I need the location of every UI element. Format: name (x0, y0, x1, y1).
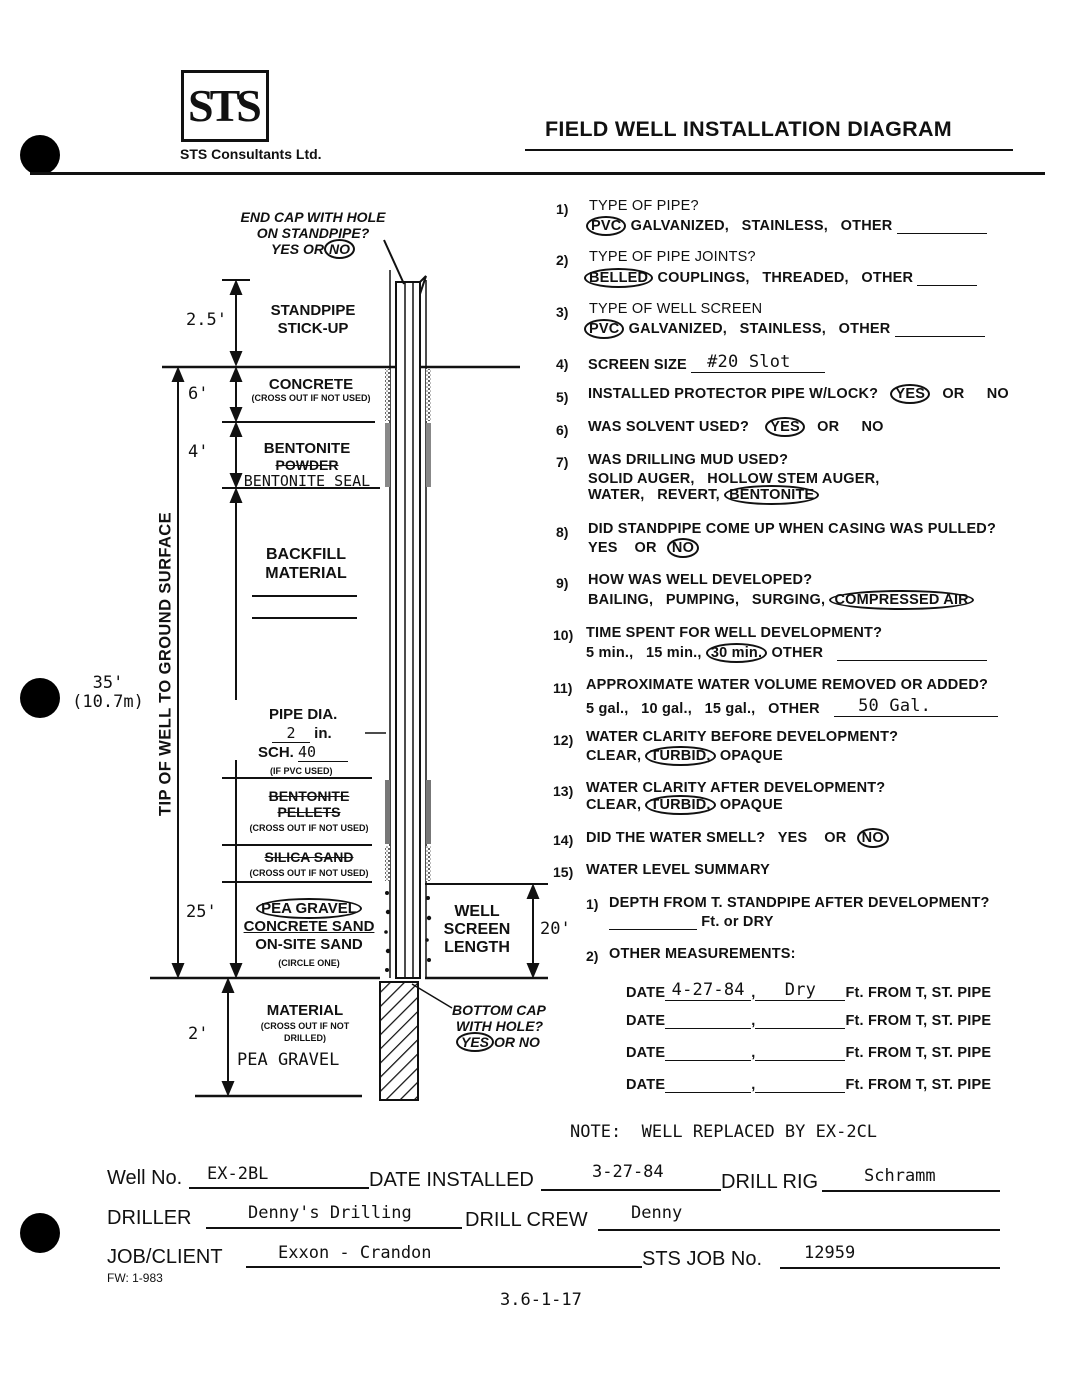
q3-other-options: GALVANIZED, STAINLESS, OTHER (628, 321, 891, 337)
gravel-option-circled: PEA GRAVEL (256, 898, 362, 919)
q13-number: 13) (553, 783, 574, 799)
bottom-cap-line2: WITH HOLE? (456, 1018, 544, 1034)
pipe-dia-value: 2 (272, 724, 310, 743)
s1-row (609, 914, 774, 930)
end-cap-question (233, 209, 393, 257)
sts-job-label: STS JOB No. (642, 1248, 763, 1270)
q13-selected: TURBID, (645, 795, 715, 815)
q10-other-blank (837, 660, 987, 661)
q3-other-blank (895, 336, 985, 337)
q6-number: 6) (556, 422, 569, 438)
q4-number: 4) (556, 356, 569, 372)
q8-text: DID STANDPIPE COME UP WHEN CASING WAS PULLED? (588, 521, 997, 537)
s2-text: OTHER MEASUREMENTS: (609, 946, 796, 962)
q14-no-circled: NO (857, 828, 889, 848)
sch-value: 40 (298, 743, 348, 762)
q4-row (588, 352, 825, 373)
q5-number: 5) (556, 389, 569, 405)
well-no-line (189, 1187, 369, 1189)
drill-rig-value: Schramm (864, 1166, 936, 1186)
q15-number: 15) (553, 864, 574, 880)
sch-note: (IF PVC USED) (270, 766, 333, 776)
bentonite-dimension: 4' (188, 442, 209, 462)
material-dimension: 2' (188, 1024, 209, 1044)
end-cap-question-line1: END CAP WITH HOLE (240, 209, 386, 225)
q10-selected: 30 min. (706, 643, 767, 663)
measurement-row: DATE , Ft. FROM T, ST. PIPE (626, 1013, 992, 1029)
gravel-option-2: CONCRETE SAND (243, 918, 375, 935)
q2-selected: BELLED (584, 268, 653, 288)
q13-text: WATER CLARITY AFTER DEVELOPMENT? (586, 780, 886, 796)
q2-text: TYPE OF PIPE JOINTS? (589, 249, 756, 265)
q15-text: WATER LEVEL SUMMARY (586, 862, 770, 878)
measurement-row: DATE , Ft. FROM T, ST. PIPE (626, 1045, 992, 1061)
material-note-line1: (CROSS OUT IF NOT (260, 1021, 350, 1031)
q1-number: 1) (556, 201, 569, 217)
well-no-value: EX-2BL (207, 1164, 269, 1184)
concrete-label-text: CONCRETE (268, 376, 354, 393)
material-value: PEA GRAVEL (237, 1050, 340, 1070)
q5-row (588, 386, 1009, 402)
q1-text: TYPE OF PIPE? (589, 198, 699, 214)
stickup-label-line2: STICK-UP (277, 320, 349, 337)
s1-blank (609, 929, 697, 930)
q14-text: DID THE WATER SMELL? YES OR (586, 830, 847, 846)
q6-row (588, 419, 884, 435)
bottom-cap-or-no: OR NO (494, 1034, 540, 1050)
measurement-row: DATE , Ft. FROM T, ST. PIPE (626, 1077, 992, 1093)
q2-number: 2) (556, 252, 569, 268)
q1-selected: PVC (586, 216, 626, 236)
q10-number: 10) (553, 627, 574, 643)
bentonite-handwritten: BENTONITE SEAL (243, 472, 371, 490)
backfill-label-line1: BACKFILL (266, 546, 346, 563)
q1-other-options: GALVANIZED, STAINLESS, OTHER (630, 218, 893, 234)
measurement-value (755, 1060, 845, 1061)
q3-options (584, 321, 985, 337)
measurement-date-label: DATE (626, 1013, 666, 1029)
backfill-label-line2: MATERIAL (265, 565, 347, 582)
silica-struck: SILICA SAND (264, 849, 354, 865)
q7-line3-text: WATER, REVERT, (588, 487, 720, 503)
q10-text: TIME SPENT FOR WELL DEVELOPMENT? (586, 625, 883, 641)
q12-clear: CLEAR, (586, 748, 642, 764)
gravel-options (236, 900, 382, 972)
s2-number: 2) (586, 948, 599, 964)
measurement-value (755, 1092, 845, 1093)
date-installed-label: DATE INSTALLED (369, 1169, 534, 1191)
q6-no: NO (861, 419, 884, 435)
q2-other-blank (917, 285, 977, 286)
total-depth-m: (10.7m) (72, 692, 144, 712)
pipe-dia-label: PIPE DIA. (269, 706, 338, 723)
screen-length-line3: LENGTH (444, 939, 510, 956)
logo-text: STS (188, 80, 258, 131)
backfill-label (246, 545, 366, 583)
q11-number: 11) (553, 680, 573, 696)
q7-text: WAS DRILLING MUD USED? (588, 452, 789, 468)
form-title: FIELD WELL INSTALLATION DIAGRAM (545, 117, 953, 141)
bottom-cap-line1: BOTTOM CAP (452, 1002, 546, 1018)
q6-yes-circled: YES (765, 417, 805, 437)
q13-options (586, 797, 783, 813)
driller-value: Denny's Drilling (248, 1203, 412, 1223)
silica-note: (CROSS OUT IF NOT USED) (249, 868, 369, 878)
q5-yes-circled: YES (890, 384, 930, 404)
q11-text: APPROXIMATE WATER VOLUME REMOVED OR ADDED? (586, 677, 989, 693)
pipe-dia-block (258, 706, 348, 780)
measurement-suffix: Ft. FROM T, ST. PIPE (845, 1077, 992, 1093)
q4-text: SCREEN SIZE (588, 357, 687, 373)
q12-number: 12) (553, 732, 574, 748)
q11-value: 50 Gal. (834, 696, 998, 717)
measurement-date (665, 1028, 751, 1029)
q9-text: HOW WAS WELL DEVELOPED? (588, 572, 813, 588)
q13-opaque: OPAQUE (719, 797, 783, 813)
end-cap-answer (233, 241, 393, 257)
q3-selected: PVC (584, 319, 624, 339)
screen-length-line2: SCREEN (443, 921, 511, 938)
q1-options (586, 218, 987, 234)
pipe-dia-row (258, 724, 348, 743)
q5-no: NO (986, 386, 1009, 402)
pellets-note: (CROSS OUT IF NOT USED) (249, 823, 369, 833)
end-cap-question-line2: ON STANDPIPE? (256, 225, 370, 241)
q12-selected: TURBID, (645, 746, 715, 766)
bentonite-struck: POWDER (275, 457, 339, 473)
q1-other-blank (897, 233, 987, 234)
q9-selected: COMPRESSED AIR (829, 590, 973, 610)
sch-row (258, 743, 348, 762)
total-depth-ft: 35' (92, 673, 124, 693)
q10-options (586, 645, 987, 661)
bentonite-label (232, 441, 382, 489)
s1-number: 1) (586, 896, 599, 912)
pellets-struck-line2: PELLETS (277, 804, 341, 820)
q12-opaque: OPAQUE (719, 748, 783, 764)
concrete-dimension: 6' (188, 384, 209, 404)
concrete-note: (CROSS OUT IF NOT USED) (251, 393, 371, 403)
silica-label (238, 849, 380, 881)
q5-or: OR (942, 386, 965, 402)
stickup-dimension: 2.5' (186, 310, 227, 330)
company-name: STS Consultants Ltd. (180, 146, 322, 162)
page-number: 3.6-1-17 (500, 1290, 582, 1310)
q8-yes-or: YES OR (588, 540, 657, 556)
pellets-label (238, 788, 380, 836)
replacement-note: NOTE: WELL REPLACED BY EX-2CL (570, 1122, 878, 1142)
sts-job-value: 12959 (804, 1243, 856, 1263)
job-client-line (246, 1266, 642, 1268)
material-note-line2: DRILLED) (284, 1033, 326, 1043)
q12-options (586, 748, 783, 764)
measurement-row: DATE 4-27-84 , Dry Ft. FROM T, ST. PIPE (626, 980, 992, 1001)
q11-options (586, 696, 998, 717)
drill-crew-value: Denny (631, 1203, 683, 1223)
concrete-label (240, 376, 382, 403)
q8-no-circled: NO (667, 538, 699, 558)
driller-line (206, 1227, 462, 1229)
drill-crew-line (598, 1229, 1000, 1231)
gravel-dimension: 25' (186, 902, 217, 922)
well-no-label: Well No. (107, 1167, 183, 1189)
measurement-value (755, 1028, 845, 1029)
measurement-date-label: DATE (626, 1077, 666, 1093)
drill-rig-label: DRILL RIG (721, 1171, 819, 1193)
bottom-cap-yes-circled: YES (456, 1032, 494, 1052)
q11-other-options: 5 gal., 10 gal., 15 gal., OTHER (586, 701, 820, 717)
q9-number: 9) (556, 575, 569, 591)
q8-number: 8) (556, 524, 569, 540)
q12-text: WATER CLARITY BEFORE DEVELOPMENT? (586, 729, 899, 745)
measurement-value: Dry (755, 980, 845, 1001)
end-cap-no-circled: NO (324, 239, 355, 259)
vertical-axis-label: TIP OF WELL TO GROUND SURFACE (156, 511, 175, 817)
q10-other-options: 5 min., 15 min., (586, 645, 702, 661)
q3-number: 3) (556, 304, 569, 320)
measurement-date-label: DATE (626, 1045, 666, 1061)
q14-row (586, 830, 889, 846)
job-client-label: JOB/CLIENT (107, 1246, 223, 1268)
q6-or: OR (817, 419, 840, 435)
bottom-cap-question (452, 1002, 546, 1050)
sch-label: SCH. (258, 744, 294, 761)
bentonite-label-text: BENTONITE (263, 440, 351, 457)
measurement-date-label: DATE (626, 985, 666, 1001)
bottom-cap-answer (452, 1034, 546, 1050)
gravel-option-3: ON-SITE SAND (255, 936, 363, 953)
q13-clear: CLEAR, (586, 797, 642, 813)
measurement-date (665, 1092, 751, 1093)
q4-value: #20 Slot (691, 352, 825, 373)
stickup-label (255, 302, 371, 338)
q9-other-options: BAILING, PUMPING, SURGING, (588, 592, 826, 608)
stickup-label-line1: STANDPIPE (270, 302, 356, 319)
measurement-suffix: Ft. FROM T, ST. PIPE (845, 985, 992, 1001)
end-cap-yes: YES OR (271, 241, 324, 257)
sts-job-line (780, 1267, 1000, 1269)
date-installed-value: 3-27-84 (592, 1162, 664, 1182)
screen-dimension: 20' (540, 919, 571, 939)
gravel-note: (CIRCLE ONE) (278, 958, 340, 968)
q7-number: 7) (556, 454, 569, 470)
pipe-dia-unit: in. (314, 725, 332, 742)
measurement-date (665, 1060, 751, 1061)
material-label-text: MATERIAL (266, 1002, 344, 1019)
job-client-value: Exxon - Crandon (278, 1243, 432, 1263)
q7-line2: SOLID AUGER, HOLLOW STEM AUGER, (588, 471, 880, 487)
driller-label: DRILLER (107, 1207, 192, 1229)
total-depth (66, 674, 150, 712)
screen-length-label (432, 903, 522, 957)
form-code: FW: 1-983 (107, 1271, 163, 1285)
material-label (236, 1002, 374, 1044)
q5-text: INSTALLED PROTECTOR PIPE W/LOCK? (588, 386, 879, 402)
q9-options (588, 592, 974, 608)
q8-answer (588, 540, 699, 556)
q7-selected: BENTONITE (724, 485, 819, 505)
q14-number: 14) (553, 832, 574, 848)
measurement-suffix: Ft. FROM T, ST. PIPE (845, 1045, 992, 1061)
date-installed-line (541, 1189, 721, 1191)
screen-length-line1: WELL (454, 903, 500, 920)
s1-text: DEPTH FROM T. STANDPIPE AFTER DEVELOPMENT? (609, 895, 990, 911)
q7-line3 (588, 487, 819, 503)
q2-options (584, 270, 977, 286)
gravel-option-1 (236, 900, 382, 918)
drill-crew-label: DRILL CREW (465, 1209, 588, 1231)
measurement-suffix: Ft. FROM T, ST. PIPE (845, 1013, 992, 1029)
q6-text: WAS SOLVENT USED? (588, 419, 750, 435)
s1-line2: Ft. or DRY (701, 914, 774, 930)
measurement-date: 4-27-84 (665, 980, 751, 1001)
q10-other: OTHER (771, 645, 824, 661)
q3-text: TYPE OF WELL SCREEN (589, 301, 763, 317)
q2-other-options: COUPLINGS, THREADED, OTHER (657, 270, 914, 286)
pellets-struck-line1: BENTONITE (268, 788, 350, 804)
drill-rig-line (822, 1190, 1000, 1192)
